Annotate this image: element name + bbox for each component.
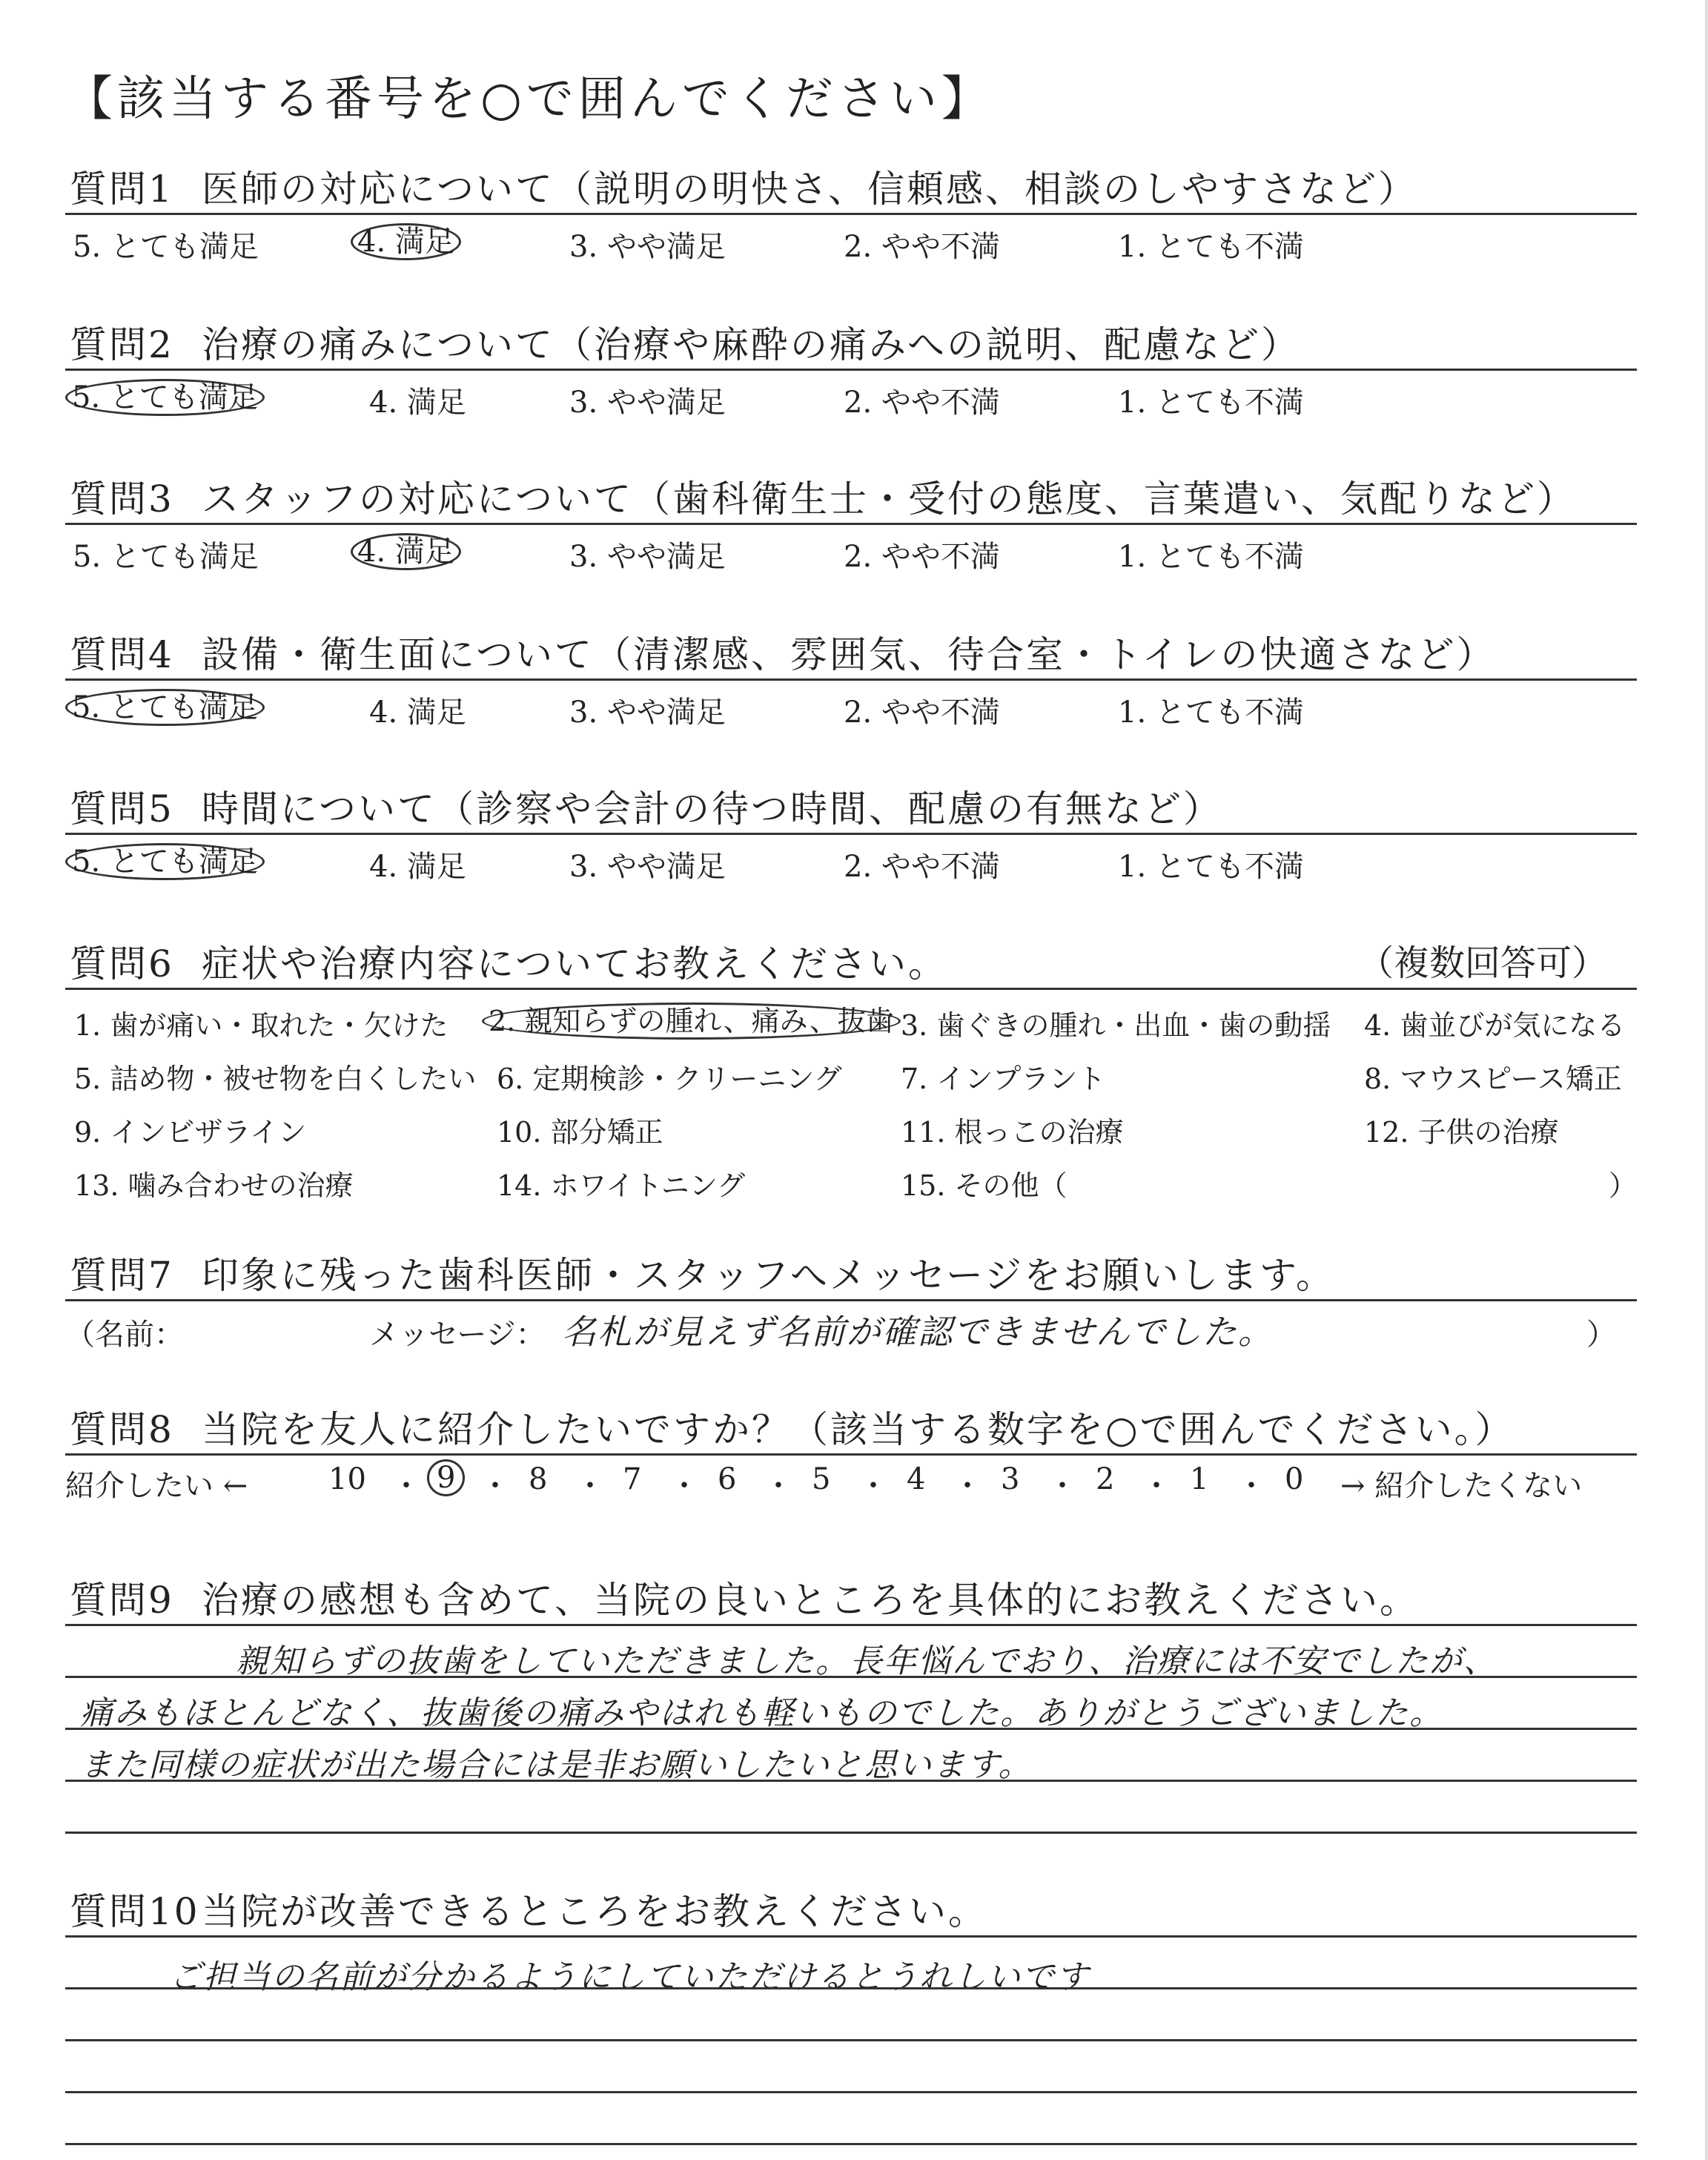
message-label: メッセージ：: [369, 1318, 546, 1352]
symptom-3[interactable]: 3. 歯ぐきの腫れ・出血・歯の動揺: [901, 1009, 1331, 1042]
question-text: 症状や治療内容についてお教えください。: [202, 942, 947, 985]
question-text: 当院が改善できるところをお教えください。: [202, 1890, 987, 1933]
name-label: （名前：: [65, 1318, 184, 1352]
scale-2[interactable]: 2: [1096, 1462, 1115, 1496]
question-number: 質問8: [70, 1408, 174, 1451]
symptom-15[interactable]: 15. その他（: [901, 1169, 1068, 1202]
question-1: [65, 159, 1637, 323]
scale-dot: ・: [575, 1469, 605, 1503]
handwritten-line-3: また同様の症状が出た場合には是非お願いしたいと思います。: [80, 1746, 1033, 1784]
writing-line: [65, 1987, 1637, 1989]
symptom-6[interactable]: 6. 定期検診・クリーニング: [497, 1063, 842, 1095]
symptom-1[interactable]: 1. 歯が痛い・取れた・欠けた: [74, 1009, 448, 1042]
option-label: 5. とても満足: [72, 690, 258, 724]
writing-line: [65, 1624, 1637, 1626]
question-text: 印象に残った歯科医師・スタッフへメッセージをお願いします。: [202, 1254, 1335, 1297]
option-3[interactable]: 3. やや満足: [569, 230, 726, 264]
handwritten-line-1: ご担当の名前が分かるようにしていただけるとうれしいです: [169, 1958, 1090, 1996]
scale-6[interactable]: 6: [718, 1462, 737, 1496]
option-2[interactable]: 2. やや不満: [844, 696, 1000, 730]
scale-0[interactable]: 0: [1285, 1462, 1304, 1496]
symptom-2-selected[interactable]: [489, 1003, 901, 1040]
option-4[interactable]: 4. 満足: [369, 386, 466, 420]
question-text: 治療の感想も含めて、当院の良いところを具体的にお教えください。: [202, 1579, 1419, 1622]
symptom-7[interactable]: 7. インプラント: [901, 1063, 1106, 1095]
question-6: [65, 934, 1637, 1201]
selection-circle: [65, 689, 265, 726]
symptom-14[interactable]: 14. ホワイトニング: [497, 1169, 746, 1202]
question-10: [65, 1882, 1637, 2149]
selection-circle: [351, 533, 461, 570]
handwritten-line-2: 痛みもほとんどなく、抜歯後の痛みやはれも軽いものでした。ありがとうございました。: [80, 1694, 1444, 1732]
scale-left-label: 紹介したい ←: [65, 1469, 248, 1503]
divider: [65, 988, 1637, 990]
writing-line: [65, 2039, 1637, 2041]
option-4[interactable]: 4. 満足: [369, 696, 466, 730]
question-number: 質問9: [70, 1579, 174, 1622]
writing-line: [65, 1728, 1637, 1730]
symptom-9[interactable]: 9. インビザライン: [74, 1116, 307, 1149]
symptom-5[interactable]: 5. 詰め物・被せ物を白くしたい: [74, 1063, 477, 1095]
option-3[interactable]: 3. やや満足: [569, 696, 726, 730]
scale-10[interactable]: 10: [328, 1462, 366, 1496]
option-2[interactable]: 2. やや不満: [844, 540, 1000, 574]
scale-9-selected[interactable]: 9: [427, 1459, 465, 1496]
question-5: [65, 779, 1637, 942]
question-10-header: [70, 1882, 987, 1935]
question-number: 質問5: [70, 787, 174, 830]
option-5-selected[interactable]: [73, 689, 265, 726]
question-number: 質問10: [70, 1890, 200, 1933]
scale-4[interactable]: 4: [907, 1462, 926, 1496]
scale-right-label: → 紹介したくない: [1340, 1469, 1583, 1503]
option-3[interactable]: 3. やや満足: [569, 386, 726, 420]
question-text: 当院を友人に紹介したいですか？（該当する数字を○で囲んでください。）: [202, 1408, 1515, 1451]
option-label: 5. とても満足: [72, 380, 258, 415]
scale-dot: ・: [1237, 1469, 1266, 1503]
question-9: [65, 1571, 1637, 1837]
scale-3[interactable]: 3: [1001, 1462, 1020, 1496]
close-paren: ）: [1586, 1318, 1616, 1352]
question-3: [65, 469, 1637, 633]
question-number: 質問7: [70, 1254, 174, 1297]
question-text: スタッフの対応について（歯科衛生士・受付の態度、言葉遣い、気配りなど）: [202, 478, 1576, 521]
multiple-answer-note: （複数回答可）: [1357, 942, 1607, 984]
symptom-13[interactable]: 13. 噛み合わせの治療: [74, 1169, 354, 1202]
divider: [65, 523, 1637, 525]
question-6-header: [70, 934, 947, 988]
question-text: 時間について（診察や会計の待つ時間、配慮の有無など）: [202, 787, 1222, 830]
divider: [65, 1453, 1637, 1456]
writing-line: [65, 2143, 1637, 2145]
selection-circle: [65, 379, 265, 416]
writing-line: [65, 1780, 1637, 1782]
option-2[interactable]: 2. やや不満: [844, 850, 1000, 884]
symptom-11[interactable]: 11. 根っこの治療: [901, 1116, 1124, 1149]
question-number: 質問4: [70, 633, 174, 676]
divider: [65, 369, 1637, 371]
scan-edge: [1705, 0, 1708, 2160]
selection-circle: [65, 843, 265, 880]
writing-line: [65, 1676, 1637, 1678]
option-5-selected[interactable]: [73, 379, 265, 416]
writing-line: [65, 1935, 1637, 1938]
option-1[interactable]: 1. とても不満: [1118, 386, 1304, 420]
question-number: 質問3: [70, 478, 174, 521]
option-5[interactable]: 5. とても満足: [73, 540, 259, 574]
question-7: [65, 1246, 1637, 1364]
scale-dot: ・: [1047, 1469, 1077, 1503]
option-4-selected[interactable]: [358, 223, 461, 260]
option-label: 5. とても満足: [72, 845, 258, 879]
symptom-4[interactable]: 4. 歯並びが気になる: [1364, 1009, 1626, 1042]
question-9-header: [70, 1571, 1419, 1624]
scale-7[interactable]: 7: [623, 1462, 642, 1496]
scale-8[interactable]: 8: [529, 1462, 548, 1496]
selection-circle: [482, 1003, 901, 1040]
page-title: 【該当する番号を○で囲んでください】: [65, 72, 993, 127]
scale-dot: ・: [480, 1469, 510, 1503]
question-1-header: [70, 159, 1417, 213]
option-3[interactable]: 3. やや満足: [569, 850, 726, 884]
option-label: 2. 親知らずの腫れ、痛み、抜歯: [489, 1005, 894, 1037]
question-5-header: [70, 779, 1222, 833]
option-5-selected[interactable]: [73, 843, 265, 880]
option-1[interactable]: 1. とても不満: [1118, 696, 1304, 730]
scale-5[interactable]: 5: [812, 1462, 831, 1496]
question-number: 質問6: [70, 942, 174, 985]
divider: [65, 833, 1637, 835]
divider: [65, 1299, 1637, 1301]
question-2-header: [70, 315, 1300, 369]
option-1[interactable]: 1. とても不満: [1118, 850, 1304, 884]
option-2[interactable]: 2. やや不満: [844, 230, 1000, 264]
divider: [65, 213, 1637, 215]
symptom-12[interactable]: 12. 子供の治療: [1364, 1116, 1559, 1149]
question-text: 医師の対応について（説明の明快さ、信頼感、相談のしやすさなど）: [202, 168, 1417, 211]
question-text: 治療の痛みについて（治療や麻酔の痛みへの説明、配慮など）: [202, 323, 1300, 366]
symptom-8[interactable]: 8. マウスピース矯正: [1364, 1063, 1622, 1095]
handwritten-message: 名札が見えず名前が確認できませんでした。: [562, 1312, 1274, 1352]
divider: [65, 678, 1637, 681]
scale-1[interactable]: 1: [1190, 1462, 1209, 1496]
option-1[interactable]: 1. とても不満: [1118, 540, 1304, 574]
option-4[interactable]: 4. 満足: [369, 850, 466, 884]
scale-dot: ・: [391, 1469, 421, 1503]
selection-circle: [351, 223, 461, 260]
option-5[interactable]: 5. とても満足: [73, 230, 259, 264]
other-close-paren: ）: [1609, 1169, 1638, 1202]
option-3[interactable]: 3. やや満足: [569, 540, 726, 574]
option-2[interactable]: 2. やや不満: [844, 386, 1000, 420]
scale-dot: ・: [858, 1469, 888, 1503]
question-number: 質問2: [70, 323, 174, 366]
question-4: [65, 625, 1637, 788]
option-label: 4. 満足: [357, 535, 454, 569]
question-3-header: [70, 469, 1576, 523]
question-text: 設備・衛生面について（清潔感、雰囲気、待合室・トイレの快適さなど）: [202, 633, 1496, 676]
scale-dot: ・: [1142, 1469, 1171, 1503]
writing-line: [65, 1832, 1637, 1834]
scale-dot: ・: [669, 1469, 699, 1503]
option-4-selected[interactable]: [358, 533, 461, 570]
question-4-header: [70, 625, 1496, 678]
question-7-header: [70, 1246, 1335, 1299]
scale-dot: ・: [764, 1469, 793, 1503]
question-number: 質問1: [70, 168, 174, 211]
handwritten-line-1: 親知らずの抜歯をしていただきました。長年悩んでおり、治療には不安でしたが、: [236, 1642, 1497, 1680]
symptom-10[interactable]: 10. 部分矯正: [497, 1116, 663, 1149]
option-1[interactable]: 1. とても不満: [1118, 230, 1304, 264]
question-8-header: [70, 1400, 1515, 1453]
scale-dot: ・: [953, 1469, 982, 1503]
writing-line: [65, 2091, 1637, 2093]
option-label: 4. 満足: [357, 225, 454, 259]
question-2: [65, 315, 1637, 478]
